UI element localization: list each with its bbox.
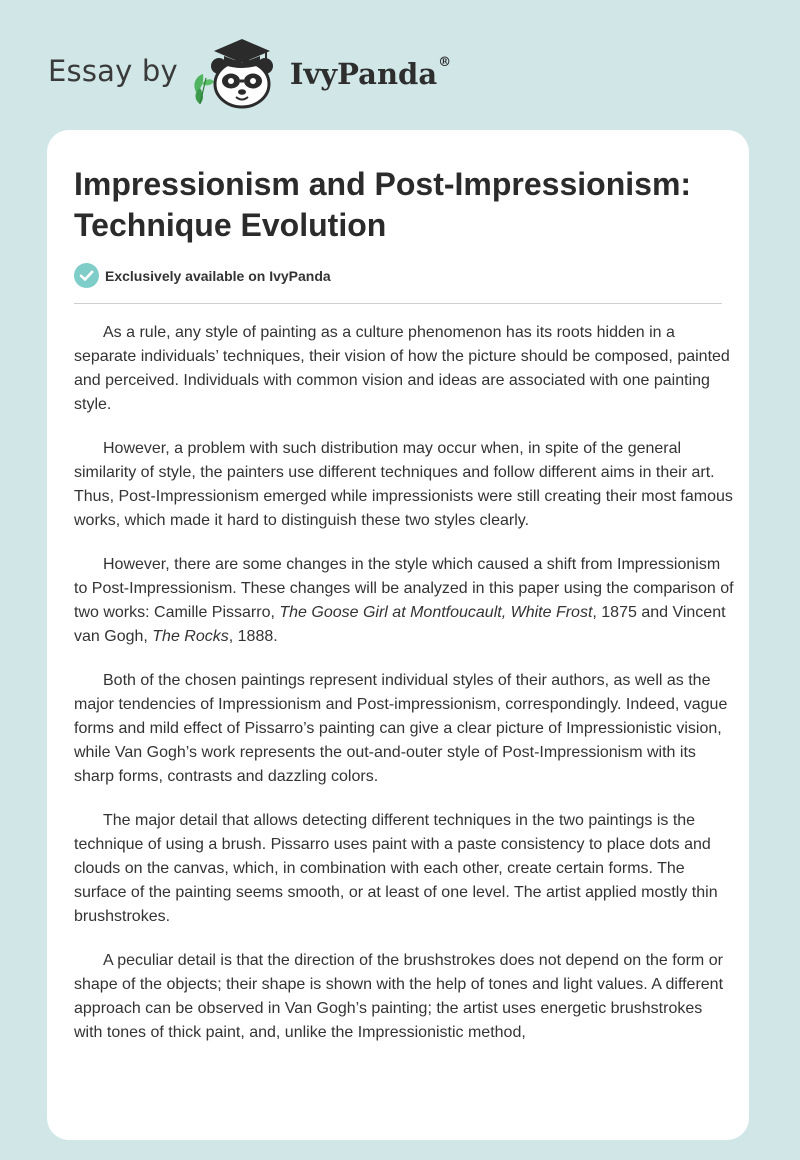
site-header [48,34,451,110]
essay-paragraph [74,809,734,929]
artwork-title: The Goose Girl at Montfoucault, White Frost [279,604,593,621]
essay-paragraph [74,321,734,417]
paragraph-text: , 1875 and Vincent van Gogh, [74,604,726,645]
exclusive-text: Exclusively available on IvyPanda [105,267,331,284]
paragraph-text: A peculiar detail is that the direction of the brushstrokes does not depend on the form or shape of the objects; their shape is shown with the help of tones and light values. A different approach can be observed in Van Gogh’s painting; the artist uses energetic brushstrokes with tones of thick paint, and, unlike the Impressionistic method, [74,952,724,1041]
logo-name: IvyPanda [289,57,438,91]
paragraph-text: However, there are some changes in the style which caused a shift from Impressionism to Post-Impressionism. These changes will be analyzed in this paper using the comparison of two works: Camille Pissarro, [74,556,734,621]
exclusive-badge [74,263,331,288]
registered-mark: ® [438,55,452,70]
essay-paragraph [74,437,734,533]
paragraph-text: , 1888. [228,628,278,645]
ivypanda-wordmark [290,57,451,91]
essay-paragraph [74,553,734,649]
paragraph-text: Both of the chosen paintings represent individual styles of their authors, as well as the major tendencies of Impressionism and Post-impressionism, correspondingly. Indeed, vague forms and mild effect of Pissarro’s painting can give a clear picture of Impressionistic vision, while Van Gogh’s work represents the out-and-outer style of Post-Impressionism with its sharp forms, contrasts and dazzling colors. [74,672,728,785]
paragraph-text: The major detail that allows detecting different techniques in the two paintings is the technique of using a brush. Pissarro uses paint with a paste consistency to place dots and clouds on the canvas, which, in combination with each other, create certain forms. The surface of the painting seems smooth, or at least of one level. The artist applied mostly thin brushstrokes. [74,812,718,925]
check-circle-icon [74,263,99,288]
divider [74,303,722,304]
essay-by-label: Essay by [48,54,178,88]
artwork-title: The Rocks [152,628,229,645]
essay-card [47,130,749,1140]
paragraph-text: As a rule, any style of painting as a culture phenomenon has its roots hidden in a separate individuals’ techniques, their vision of how the picture should be composed, painted and perceived. Individuals with common vision and ideas are associated with one painting style. [74,324,730,413]
essay-paragraph [74,949,734,1045]
essay-paragraph [74,669,734,789]
paragraph-text: However, a problem with such distribution may occur when, in spite of the general similarity of style, the painters use different techniques and follow different aims in their art. Thus, Post-Impressionism emerged while impressionists were still creating their most famous works, which made it hard to distinguish these two styles clearly. [74,440,733,529]
panda-logo-icon [190,34,284,110]
essay-title: Impressionism and Post-Impressionism: Technique Evolution [74,166,692,243]
essay-body [74,321,734,1065]
